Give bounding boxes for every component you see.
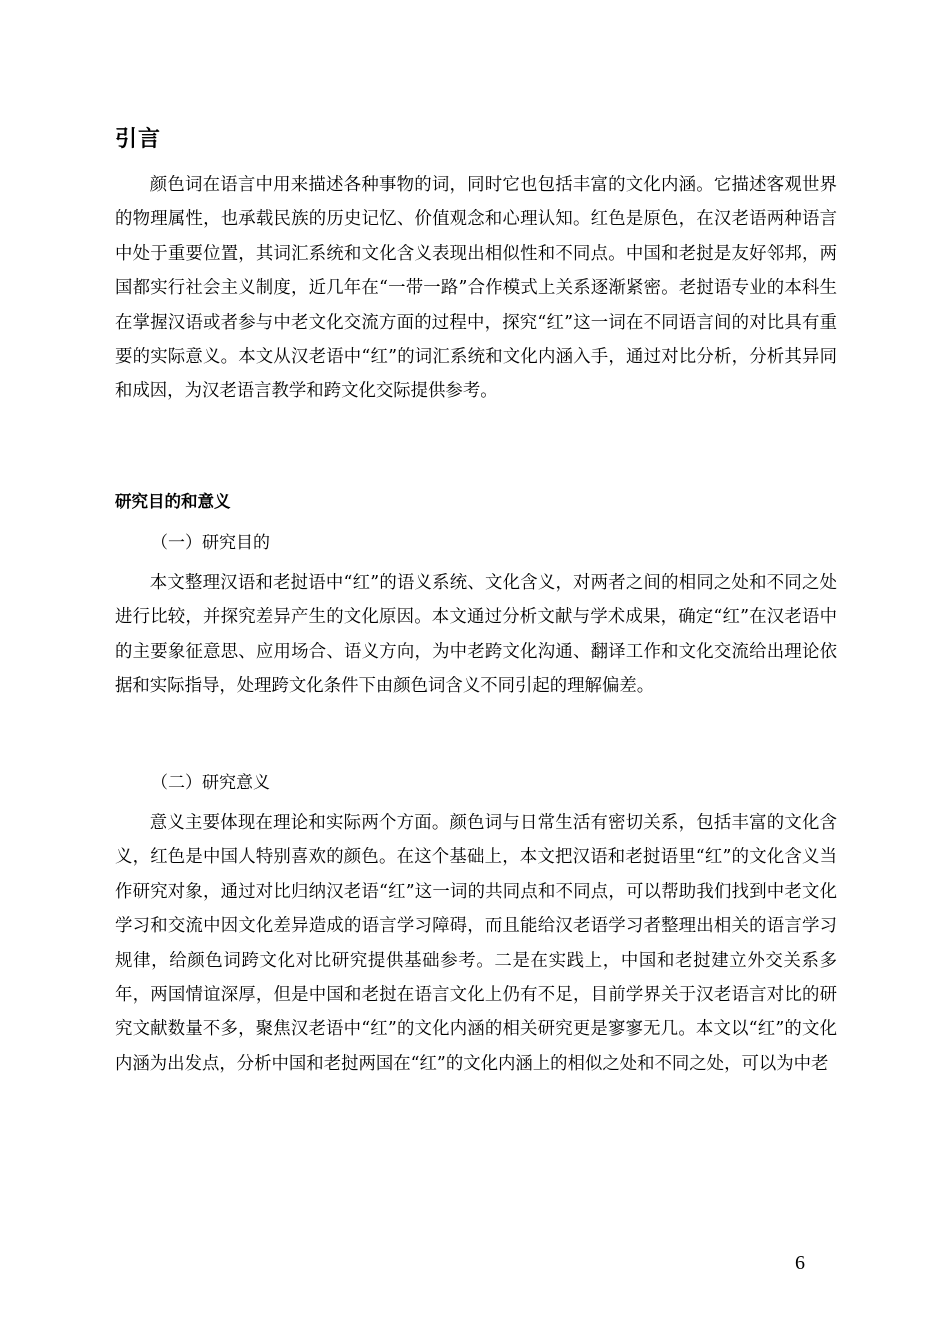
subsection-title-significance: （二）研究意义: [151, 773, 270, 793]
section-heading: 研究目的和意义: [115, 492, 231, 511]
subsection-title-purpose: （一）研究目的: [151, 533, 270, 553]
purpose-paragraph: 本文整理汉语和老挝语中“红”的语义系统、文化含义，对两者之间的相同之处和不同之处进行比较，并探究差异产生的文化原因。本文通过分析文献与学术成果，确定“红”在汉老语中的主要象征意思、应用场合、语义方向，为中老跨文化沟通、翻译工作和文化交流给出理论依据和实际指导，处理跨文化条件下由颜色词含义不同引起的理解偏差。: [115, 573, 837, 697]
page-number: 6: [795, 1252, 805, 1274]
intro-paragraph: 颜色词在语言中用来描述各种事物的词，同时它也包括丰富的文化内涵。它描述客观世界的物理属性，也承载民族的历史记忆、价值观念和心理认知。红色是原色，在汉老语两种语言中处于重要位置，其词汇系统和文化含义表现出相似性和不同点。中国和老挝是友好邻邦，两国都实行社会主义制度，近几年在“一带一路”合作模式上关系逐渐紧密。老挝语专业的本科生在掌握汉语或者参与中老文化交流方面的过程中，探究“红”这一词在不同语言间的对比具有重要的实际意义。本文从汉老语中“红”的词汇系统和文化内涵入手，通过对比分析，分析其异同和成因，为汉老语言教学和跨文化交际提供参考。: [115, 175, 837, 402]
chapter-heading: 引言: [115, 127, 162, 152]
significance-paragraph: 意义主要体现在理论和实际两个方面。颜色词与日常生活有密切关系，包括丰富的文化含义，红色是中国人特别喜欢的颜色。在这个基础上，本文把汉语和老挝语里“红”的文化含义当作研究对象，通过对比归纳汉老语“红”这一词的共同点和不同点，可以帮助我们找到中老文化学习和交流中因文化差异造成的语言学习障碍，而且能给汉老语学习者整理出相关的语言学习规律，给颜色词跨文化对比研究提供基础参考。二是在实践上，中国和老挝建立外交关系多年，两国情谊深厚，但是中国和老挝在语言文化上仍有不足，目前学界关于汉老语言对比的研究文献数量不多，聚焦汉老语中“红”的文化内涵的相关研究更是寥寥无几。本文以“红”的文化内涵为出发点，分析中国和老挝两国在“红”的文化内涵上的相似之处和不同之处，可以为中老: [115, 813, 837, 1074]
